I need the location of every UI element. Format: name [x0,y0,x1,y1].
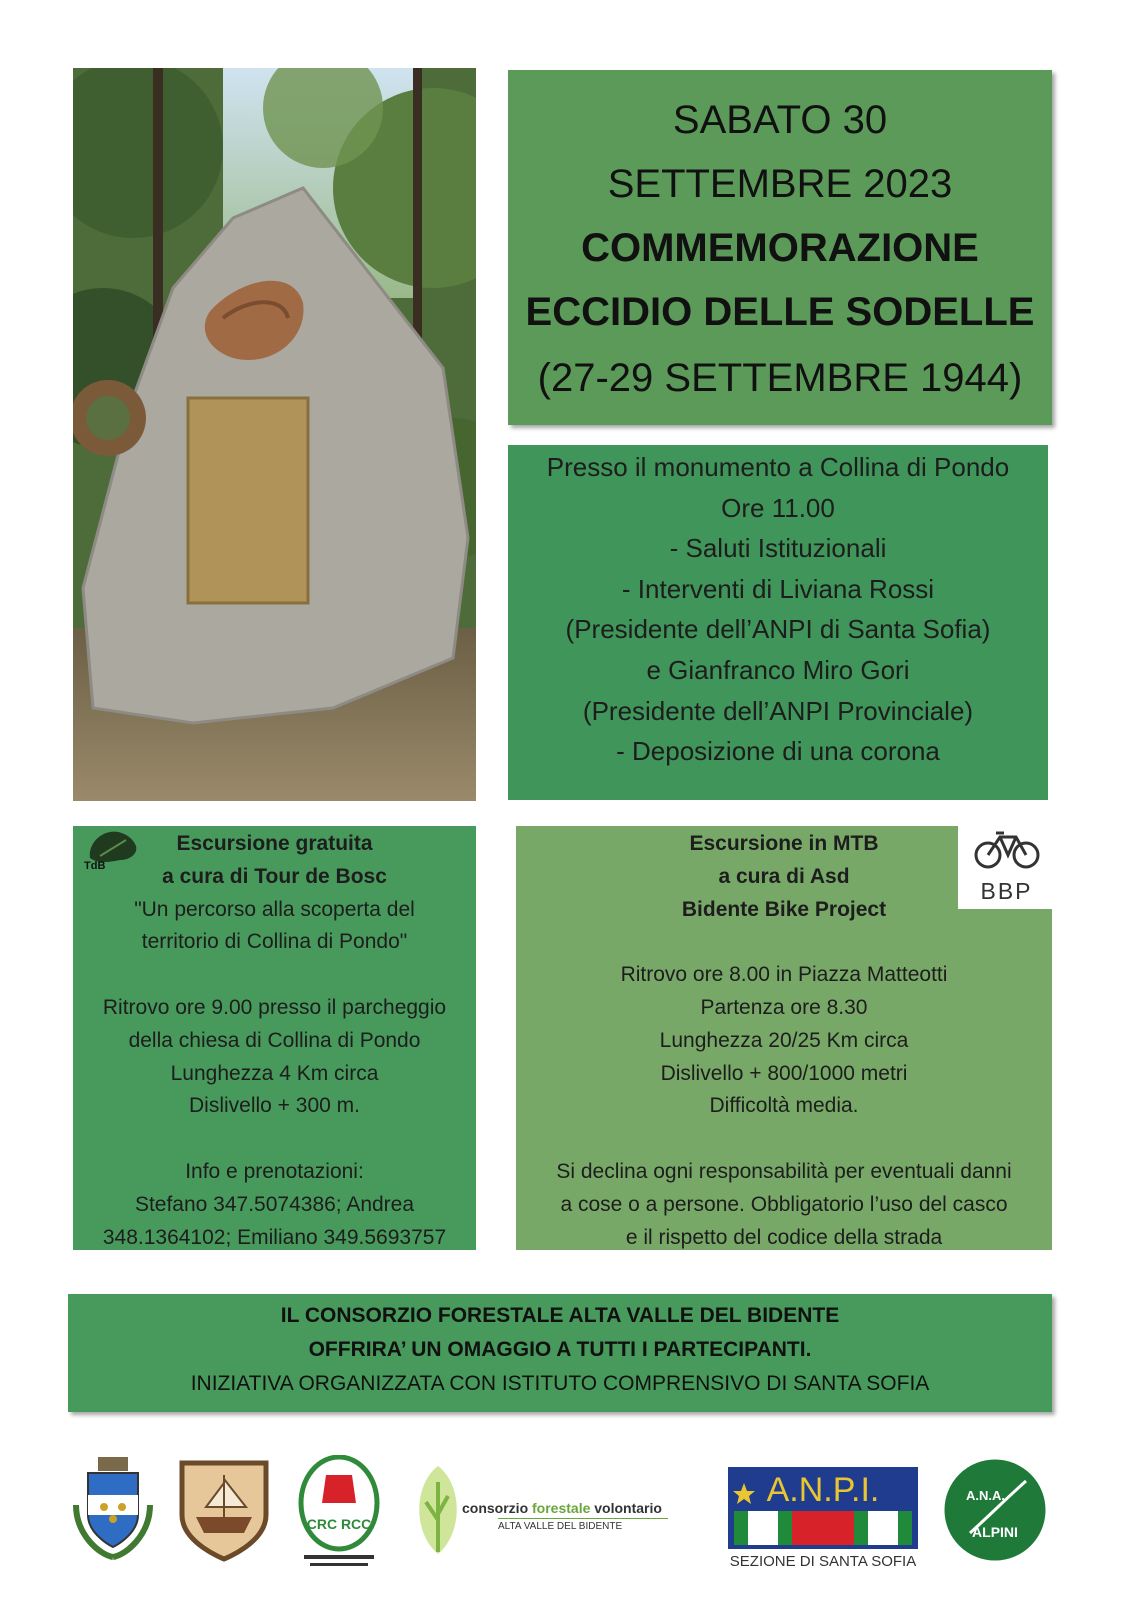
crc-logo-text: CRC RCC [306,1516,372,1532]
monument-photo [73,68,476,801]
excursion-mtb-note: a cose o a persone. Obbligatorio l’uso del casco [560,1192,1008,1216]
event-dates-historic: (27-29 SETTEMBRE 1944) [537,356,1023,400]
ship-crest-logo [176,1455,272,1563]
program-line: (Presidente dell’ANPI Provinciale) [582,695,974,726]
excursion-free-detail: della chiesa di Collina di Pondo [128,1028,421,1052]
footer-box [68,1294,1052,1412]
excursion-free-detail: Dislivello + 300 m. [189,1094,360,1118]
event-header [508,70,1052,425]
excursion-free-contact: Stefano 347.5074386; Andrea [134,1192,415,1216]
program-line: - Deposizione di una corona [616,736,940,767]
anpi-logo-text: A.N.P.I. [766,1471,880,1509]
excursion-free-box [73,826,476,1250]
excursion-free-title: Escursione gratuita [176,832,373,855]
tour-de-bosc-logo-text: TdB [84,860,106,871]
program-line: - Interventi di Liviana Rossi [621,573,935,604]
excursion-free-desc: "Un percorso alla scoperta del [134,897,415,921]
event-date-day: SABATO 30 [672,98,888,142]
footer-line-1: IL CONSORZIO FORESTALE ALTA VALLE DEL BIDENTE [280,1304,840,1327]
consorzio-name: consorzio forestale volontario [462,1500,662,1516]
crc-cooperative-logo [296,1455,382,1573]
excursion-free-desc: territorio di Collina di Pondo" [141,930,408,954]
bbp-logo-text: BBP [980,878,1033,904]
excursion-mtb-detail: Lunghezza 20/25 Km circa [659,1028,909,1052]
tour-de-bosc-logo [80,826,142,871]
event-date-month: SETTEMBRE 2023 [607,162,953,206]
excursion-mtb-organizer-name: Bidente Bike Project [681,897,887,921]
footer-line-2: OFFRIRA’ UN OMAGGIO A TUTTI I PARTECIPANTI. [308,1338,812,1361]
event-subtitle: ECCIDIO DELLE SODELLE [525,290,1035,334]
alpini-bottom-text: ALPINI [972,1524,1018,1540]
excursion-mtb-organizer: a cura di Asd [718,864,850,888]
excursion-mtb-note: Si declina ogni responsabilità per eventuali danni [556,1159,1012,1183]
santa-sofia-crest-logo [70,1455,156,1561]
excursion-free-contact: 348.1364102; Emiliano 349.5693757 [102,1225,447,1249]
program-line: (Presidente dell’ANPI di Santa Sofia) [565,614,991,645]
excursion-mtb-detail: Partenza ore 8.30 [700,995,868,1019]
excursion-free-info: Info e prenotazioni: [185,1159,364,1183]
alpini-logo [940,1455,1050,1565]
excursion-free-detail: Ritrovo ore 9.00 presso il parcheggio [102,995,447,1019]
excursion-mtb-detail: Dislivello + 800/1000 metri [660,1061,908,1085]
bicycle-icon [972,827,1042,871]
program-line: Ore 11.00 [721,492,835,523]
alpini-top-text: A.N.A. [966,1488,1005,1503]
anpi-logo [728,1467,918,1549]
excursion-free-detail: Lunghezza 4 Km circa [170,1061,379,1085]
excursion-mtb-detail: Difficoltà media. [709,1094,859,1118]
footer-line-3: INIZIATIVA ORGANIZZATA CON ISTITUTO COMPRENSIVO DI SANTA SOFIA [190,1372,930,1395]
consorzio-leaf-icon [408,1462,468,1558]
program-line: - Saluti Istituzionali [669,533,887,564]
excursion-free-organizer: a cura di Tour de Bosc [162,864,387,888]
program-line: e Gianfranco Miro Gori [646,654,910,685]
anpi-section: SEZIONE DI SANTA SOFIA [729,1553,917,1570]
bbp-logo [958,823,1055,909]
program-box [508,445,1048,800]
excursion-mtb-note: e il rispetto del codice della strada [625,1225,943,1249]
excursion-mtb-title: Escursione in MTB [689,832,879,855]
excursion-mtb-detail: Ritrovo ore 8.00 in Piazza Matteotti [620,963,948,987]
program-line: Presso il monumento a Collina di Pondo [546,452,1010,482]
consorzio-subtitle: ALTA VALLE DEL BIDENTE [498,1518,668,1532]
event-title: COMMEMORAZIONE [581,226,979,270]
